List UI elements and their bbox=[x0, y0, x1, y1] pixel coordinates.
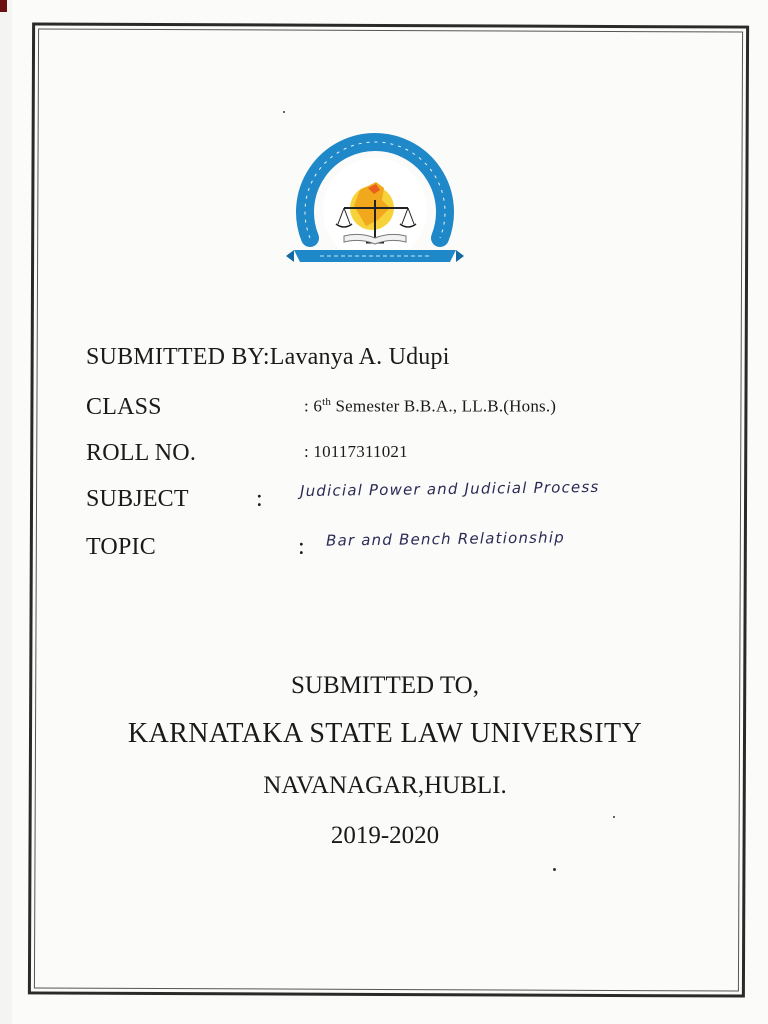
scan-speck bbox=[283, 111, 285, 113]
topic-row bbox=[86, 528, 566, 561]
subject-label: SUBJECT bbox=[86, 486, 189, 512]
corner-mark bbox=[0, 0, 7, 12]
class-sep: : bbox=[304, 396, 309, 416]
roll-number: 10117311021 bbox=[313, 442, 408, 461]
roll-row bbox=[86, 440, 408, 467]
submitted-to: SUBMITTED TO, bbox=[291, 672, 479, 699]
class-row bbox=[86, 394, 557, 421]
submitted-by-label: SUBMITTED BY: bbox=[86, 344, 270, 370]
university-seal-icon bbox=[280, 128, 470, 268]
academic-year: 2019-2020 bbox=[330, 822, 440, 849]
roll-value bbox=[304, 442, 408, 462]
topic-value: Bar and Bench Relationship bbox=[325, 528, 566, 550]
university-name: KARNATAKA STATE LAW UNIVERSITY bbox=[127, 718, 643, 749]
subject-row bbox=[86, 477, 600, 513]
scan-speck bbox=[613, 816, 615, 818]
roll-label: ROLL NO. bbox=[86, 440, 197, 466]
roll-sep: : bbox=[304, 442, 309, 461]
submitted-by-row bbox=[86, 344, 450, 371]
class-ordinal-suffix: th bbox=[322, 396, 332, 408]
class-value bbox=[304, 396, 556, 417]
scan-speck bbox=[553, 868, 556, 871]
topic-label: TOPIC bbox=[86, 534, 156, 560]
topic-sep: : bbox=[298, 534, 305, 560]
university-place: NAVANAGAR,HUBLI. bbox=[263, 772, 507, 799]
subject-value: Judicial Power and Judicial Process bbox=[299, 477, 600, 501]
subject-sep: : bbox=[256, 486, 263, 512]
class-label: CLASS bbox=[86, 394, 162, 420]
class-program: Semester B.B.A., LL.B.(Hons.) bbox=[335, 396, 557, 416]
submitted-by-value: Lavanya A. Udupi bbox=[269, 344, 450, 370]
class-ordinal: 6 bbox=[313, 396, 323, 416]
